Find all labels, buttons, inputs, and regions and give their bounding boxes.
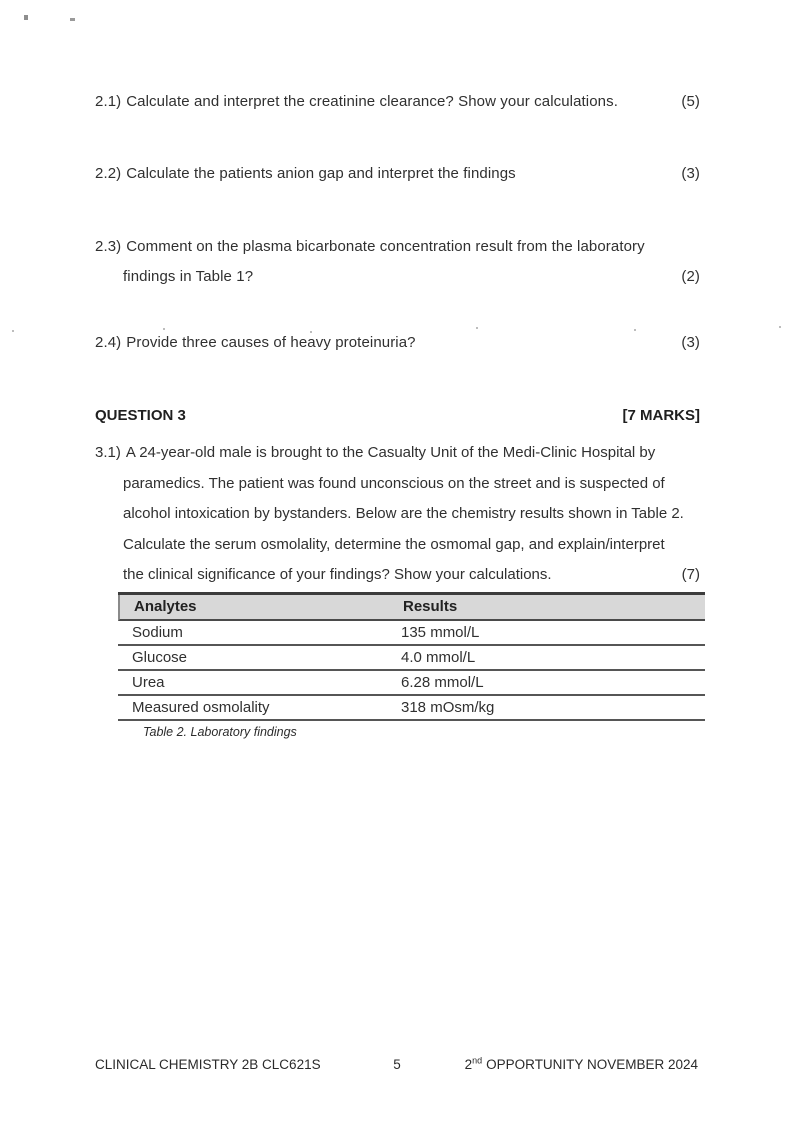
question-3-1-line [123,535,700,555]
scan-speck [12,330,14,332]
question-number: 3.1) [95,444,121,461]
question-marks: (3) [681,165,700,182]
table-cell-analyte: Urea [132,674,165,691]
footer-session-ordinal: nd [472,1055,483,1066]
scan-speck [634,329,636,331]
question-text: A 24-year-old male is brought to the Casualty Unit of the Medi-Clinic Hospital by [125,444,656,461]
question-marks: (2) [681,268,700,285]
question-marks: (7) [681,566,700,583]
table-cell-result: 6.28 mmol/L [401,674,484,691]
question-text: Comment on the plasma bicarbonate concentration result from the laboratory [126,238,645,255]
table-header-analytes: Analytes [134,598,197,615]
table-row [118,621,705,646]
question-marks: (5) [681,93,700,110]
question-text: paramedics. The patient was found unconscious on the street and is suspected of [123,475,665,492]
table-cell-result: 135 mmol/L [401,624,480,641]
question-text: alcohol intoxication by bystanders. Below are the chemistry results shown in Table 2. [123,505,684,522]
question-2-4 [95,333,700,353]
table-caption: Table 2. Laboratory findings [143,725,297,739]
question-text: findings in Table 1? [123,268,254,285]
table-row [118,696,705,721]
question-2-1 [95,92,700,112]
question-number: 2.4) [95,334,122,351]
footer-session-number: 2 [464,1057,473,1072]
table-header-results: Results [403,598,458,615]
scan-speck [779,326,781,328]
lab-results-table [118,592,705,721]
table-cell-analyte: Sodium [132,624,183,641]
footer-session-text: OPPORTUNITY NOVEMBER 2024 [486,1057,698,1072]
question-3-1-line [123,565,700,585]
question-text: Calculate and interpret the creatinine clearance? Show your calculations. [126,93,618,110]
question-3-1-line [95,443,700,463]
scan-speck [70,18,75,21]
question-2-3-line1 [95,237,700,257]
question-text: Calculate the serum osmolality, determine the osmomal gap, and explain/interpret [123,536,665,553]
question-heading-marks: [7 MARKS] [622,407,700,424]
question-3-1-line [123,474,700,494]
table-cell-analyte: Glucose [132,649,188,666]
question-number: 2.3) [95,238,122,255]
table-cell-result: 4.0 mmol/L [401,649,476,666]
footer-course-code: CLINICAL CHEMISTRY 2B CLC621S [95,1057,321,1072]
scan-speck [476,327,478,329]
question-text: the clinical significance of your findings? Show your calculations. [123,566,552,583]
table-row [118,646,705,671]
table-header-row [118,595,705,621]
question-2-2 [95,164,700,184]
question-heading-title: QUESTION 3 [95,407,186,424]
question-3-heading [95,406,700,426]
footer-exam-session [465,1057,698,1072]
question-3-1-line [123,504,700,524]
question-number: 2.2) [95,165,122,182]
question-text: Calculate the patients anion gap and interpret the findings [126,165,516,182]
question-marks: (3) [681,334,700,351]
scan-speck [163,328,165,330]
table-cell-analyte: Measured osmolality [132,699,270,716]
table-row [118,671,705,696]
table-cell-result: 318 mOsm/kg [401,699,495,716]
scan-speck [24,15,28,20]
footer-page-number: 5 [393,1057,401,1072]
question-number: 2.1) [95,93,122,110]
page-footer [0,1057,794,1077]
question-text: Provide three causes of heavy proteinuria? [126,334,416,351]
question-2-3-line2 [123,267,700,287]
